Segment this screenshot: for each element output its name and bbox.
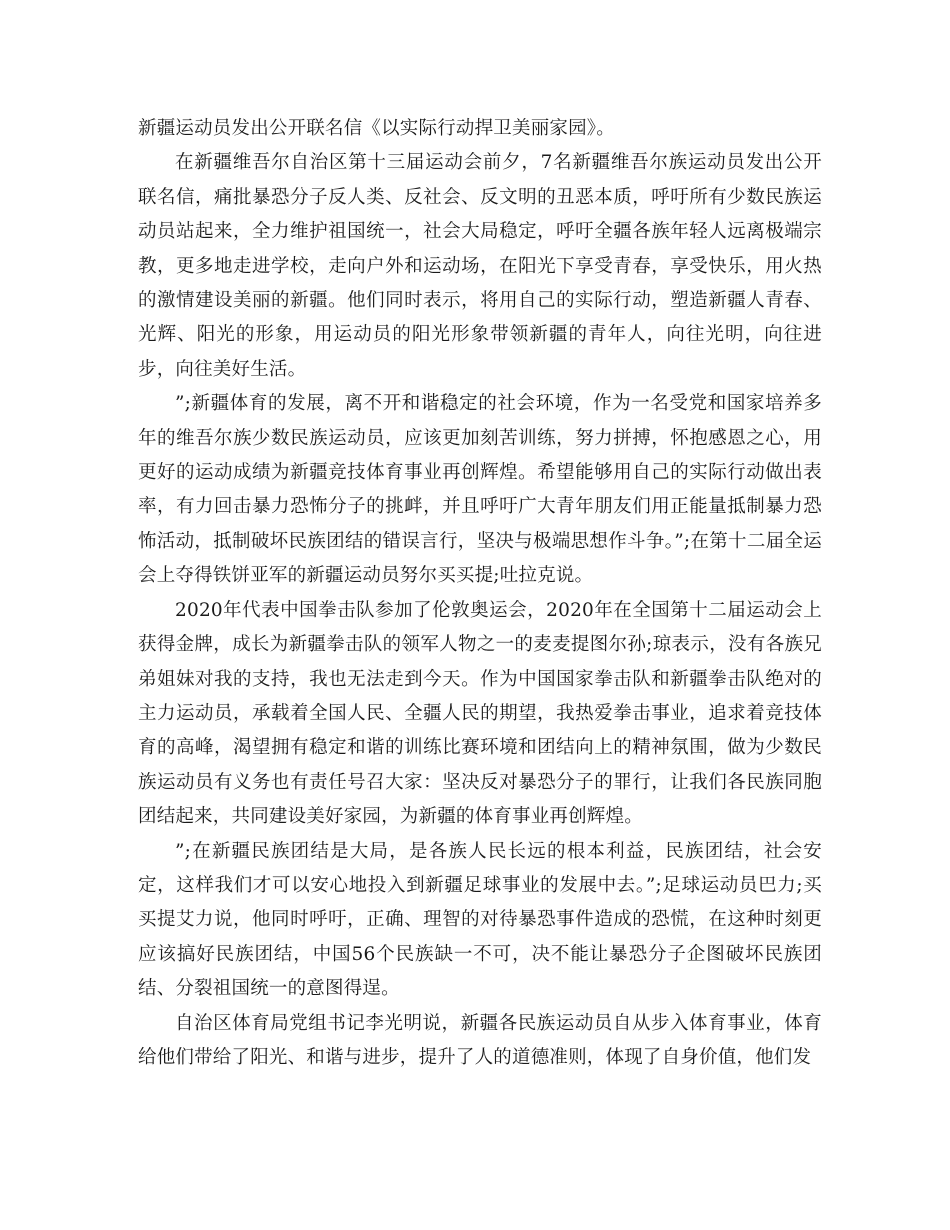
- paragraph-6: 自治区体育局党组书记李光明说，新疆各民族运动员自从步入体育事业，体育给他们带给了阳光、和谐与进步，提升了人的道德准则，体现了自身价值，他们发: [138, 1012, 822, 1068]
- paragraph-3: ”;新疆体育的发展，离不开和谐稳定的社会环境，作为一名受党和国家培养多年的维吾尔族少数民族运动员，应该更加刻苦训练，努力拼搏，怀抱感恩之心，用更好的运动成绩为新疆竞技体育事业再创辉煌。希望能够用自己的实际行动做出表率，有力回击暴力恐怖分子的挑衅，并且呼吁广大青年朋友们用正能量抵制暴力恐怖活动，抵制破坏民族团结的错误言行，坚决与极端思想作斗争。”;在第十二届全运会上夺得铁饼亚军的新疆运动员努尔买买提;吐拉克说。: [138, 393, 822, 587]
- paragraph-4: 2020年代表中国拳击队参加了伦敦奥运会，2020年在全国第十二届运动会上获得金牌，成长为新疆拳击队的领军人物之一的麦麦提图尔孙;琼表示，没有各族兄弟姐妹对我的支持，我也无法走到今天。作为中国国家拳击队和新疆拳击队绝对的主力运动员，承载着全国人民、全疆人民的期望，我热爱拳击事业，追求着竞技体育的高峰，渴望拥有稳定和谐的训练比赛环境和团结向上的精神氛围，做为少数民族运动员有义务也有责任号召大家：坚决反对暴恐分子的罪行，让我们各民族同胞团结起来，共同建设美好家园，为新疆的体育事业再创辉煌。: [138, 599, 822, 828]
- paragraph-1: 新疆运动员发出公开联名信《以实际行动捍卫美丽家园》。: [138, 118, 615, 139]
- paragraph-2: 在新疆维吾尔自治区第十三届运动会前夕，7名新疆维吾尔族运动员发出公开联名信，痛批暴恐分子反人类、反社会、反文明的丑恶本质，呼吁所有少数民族运动员站起来，全力维护祖国统一，社会大局稳定，呼吁全疆各族年轻人远离极端宗教，更多地走进学校，走向户外和运动场，在阳光下享受青春，享受快乐，用火热的激情建设美丽的新疆。他们同时表示，将用自己的实际行动，塑造新疆人青春、光辉、阳光的形象，用运动员的阳光形象带领新疆的青年人，向往光明，向往进步，向往美好生活。: [138, 152, 822, 380]
- document-body: [138, 112, 822, 1075]
- paragraph-5: ”;在新疆民族团结是大局，是各族人民长远的根本利益，民族团结，社会安定，这样我们才可以安心地投入到新疆足球事业的发展中去。”;足球运动员巴力;买买提艾力说，他同时呼吁，正确、理智的对待暴恐事件造成的恐慌，在这种时刻更应该搞好民族团结，中国56个民族缺一不可，决不能让暴恐分子企图破坏民族团结、分裂祖国统一的意图得逞。: [138, 840, 822, 1000]
